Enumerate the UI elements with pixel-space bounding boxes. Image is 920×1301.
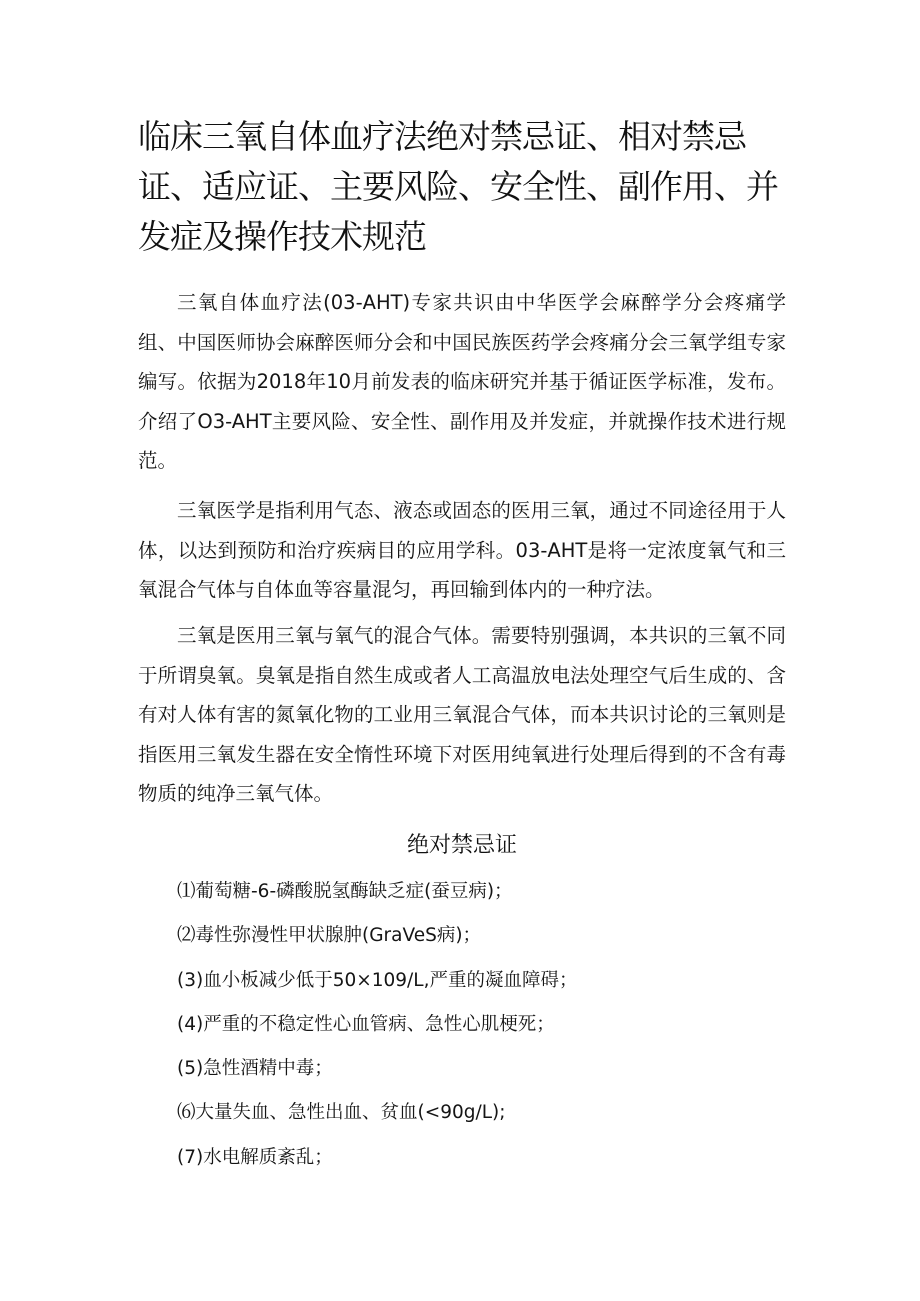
intro-paragraph: 三氧自体血疗法(03-AHT)专家共识由中华医学会麻醉学分会疼痛学组、中国医师协会麻醉医师分会和中国民族医药学会疼痛分会三氧学组专家编写。依据为2018年10月前发表的临床研究并基于循证医学标准，发布。介绍了O3-AHT主要风险、安全性、副作用及并发症，并就操作技术进行规范。 — [138, 291, 786, 472]
contraindication-item: ⑴葡萄糖-6-磷酸脱氢酶缺乏症(蚕豆病)； — [177, 881, 513, 902]
contraindication-item: (3)血小板减少低于50×109∕L,严重的凝血障碍； — [177, 969, 578, 991]
contraindication-item: (4)严重的不稳定性心血管病、急性心肌梗死； — [177, 1013, 555, 1035]
contraindication-item: ⑵毒性弥漫性甲状腺肿(GraVeS病)； — [177, 925, 482, 947]
section-heading-absolute-contraindications: 绝对禁忌证 — [406, 833, 517, 858]
document-title: 临床三氧自体血疗法绝对禁忌证、相对禁忌证、适应证、主要风险、安全性、副作用、并发症及操作技术规范 — [138, 117, 778, 256]
contraindication-item: ⑹大量失血、急性出血、贫血(<90g∕L); — [177, 1102, 506, 1124]
contraindication-list — [177, 870, 787, 1180]
ozone-medicine-paragraph: 三氧医学是指利用气态、液态或固态的医用三氧，通过不同途径用于人体，以达到预防和治疗疾病目的应用学科。03-AHT是将一定浓度氧气和三氧混合气体与自体血等容量混匀，再回输到体内的一种疗法。 — [138, 499, 786, 601]
contraindication-item: (5)急性酒精中毒； — [177, 1058, 333, 1080]
ozone-definition-paragraph: 三氧是医用三氧与氧气的混合气体。需要特别强调，本共识的三氧不同于所谓臭氧。臭氧是指自然生成或者人工高温放电法处理空气后生成的、含有对人体有害的氮氧化物的工业用三氧混合气体，而本共识讨论的三氧则是指医用三氧发生器在安全惰性环境下对医用纯氧进行处理后得到的不含有毒物质的纯净三氧气体。 — [138, 624, 786, 805]
contraindication-item: (7)水电解质紊乱； — [177, 1146, 333, 1168]
